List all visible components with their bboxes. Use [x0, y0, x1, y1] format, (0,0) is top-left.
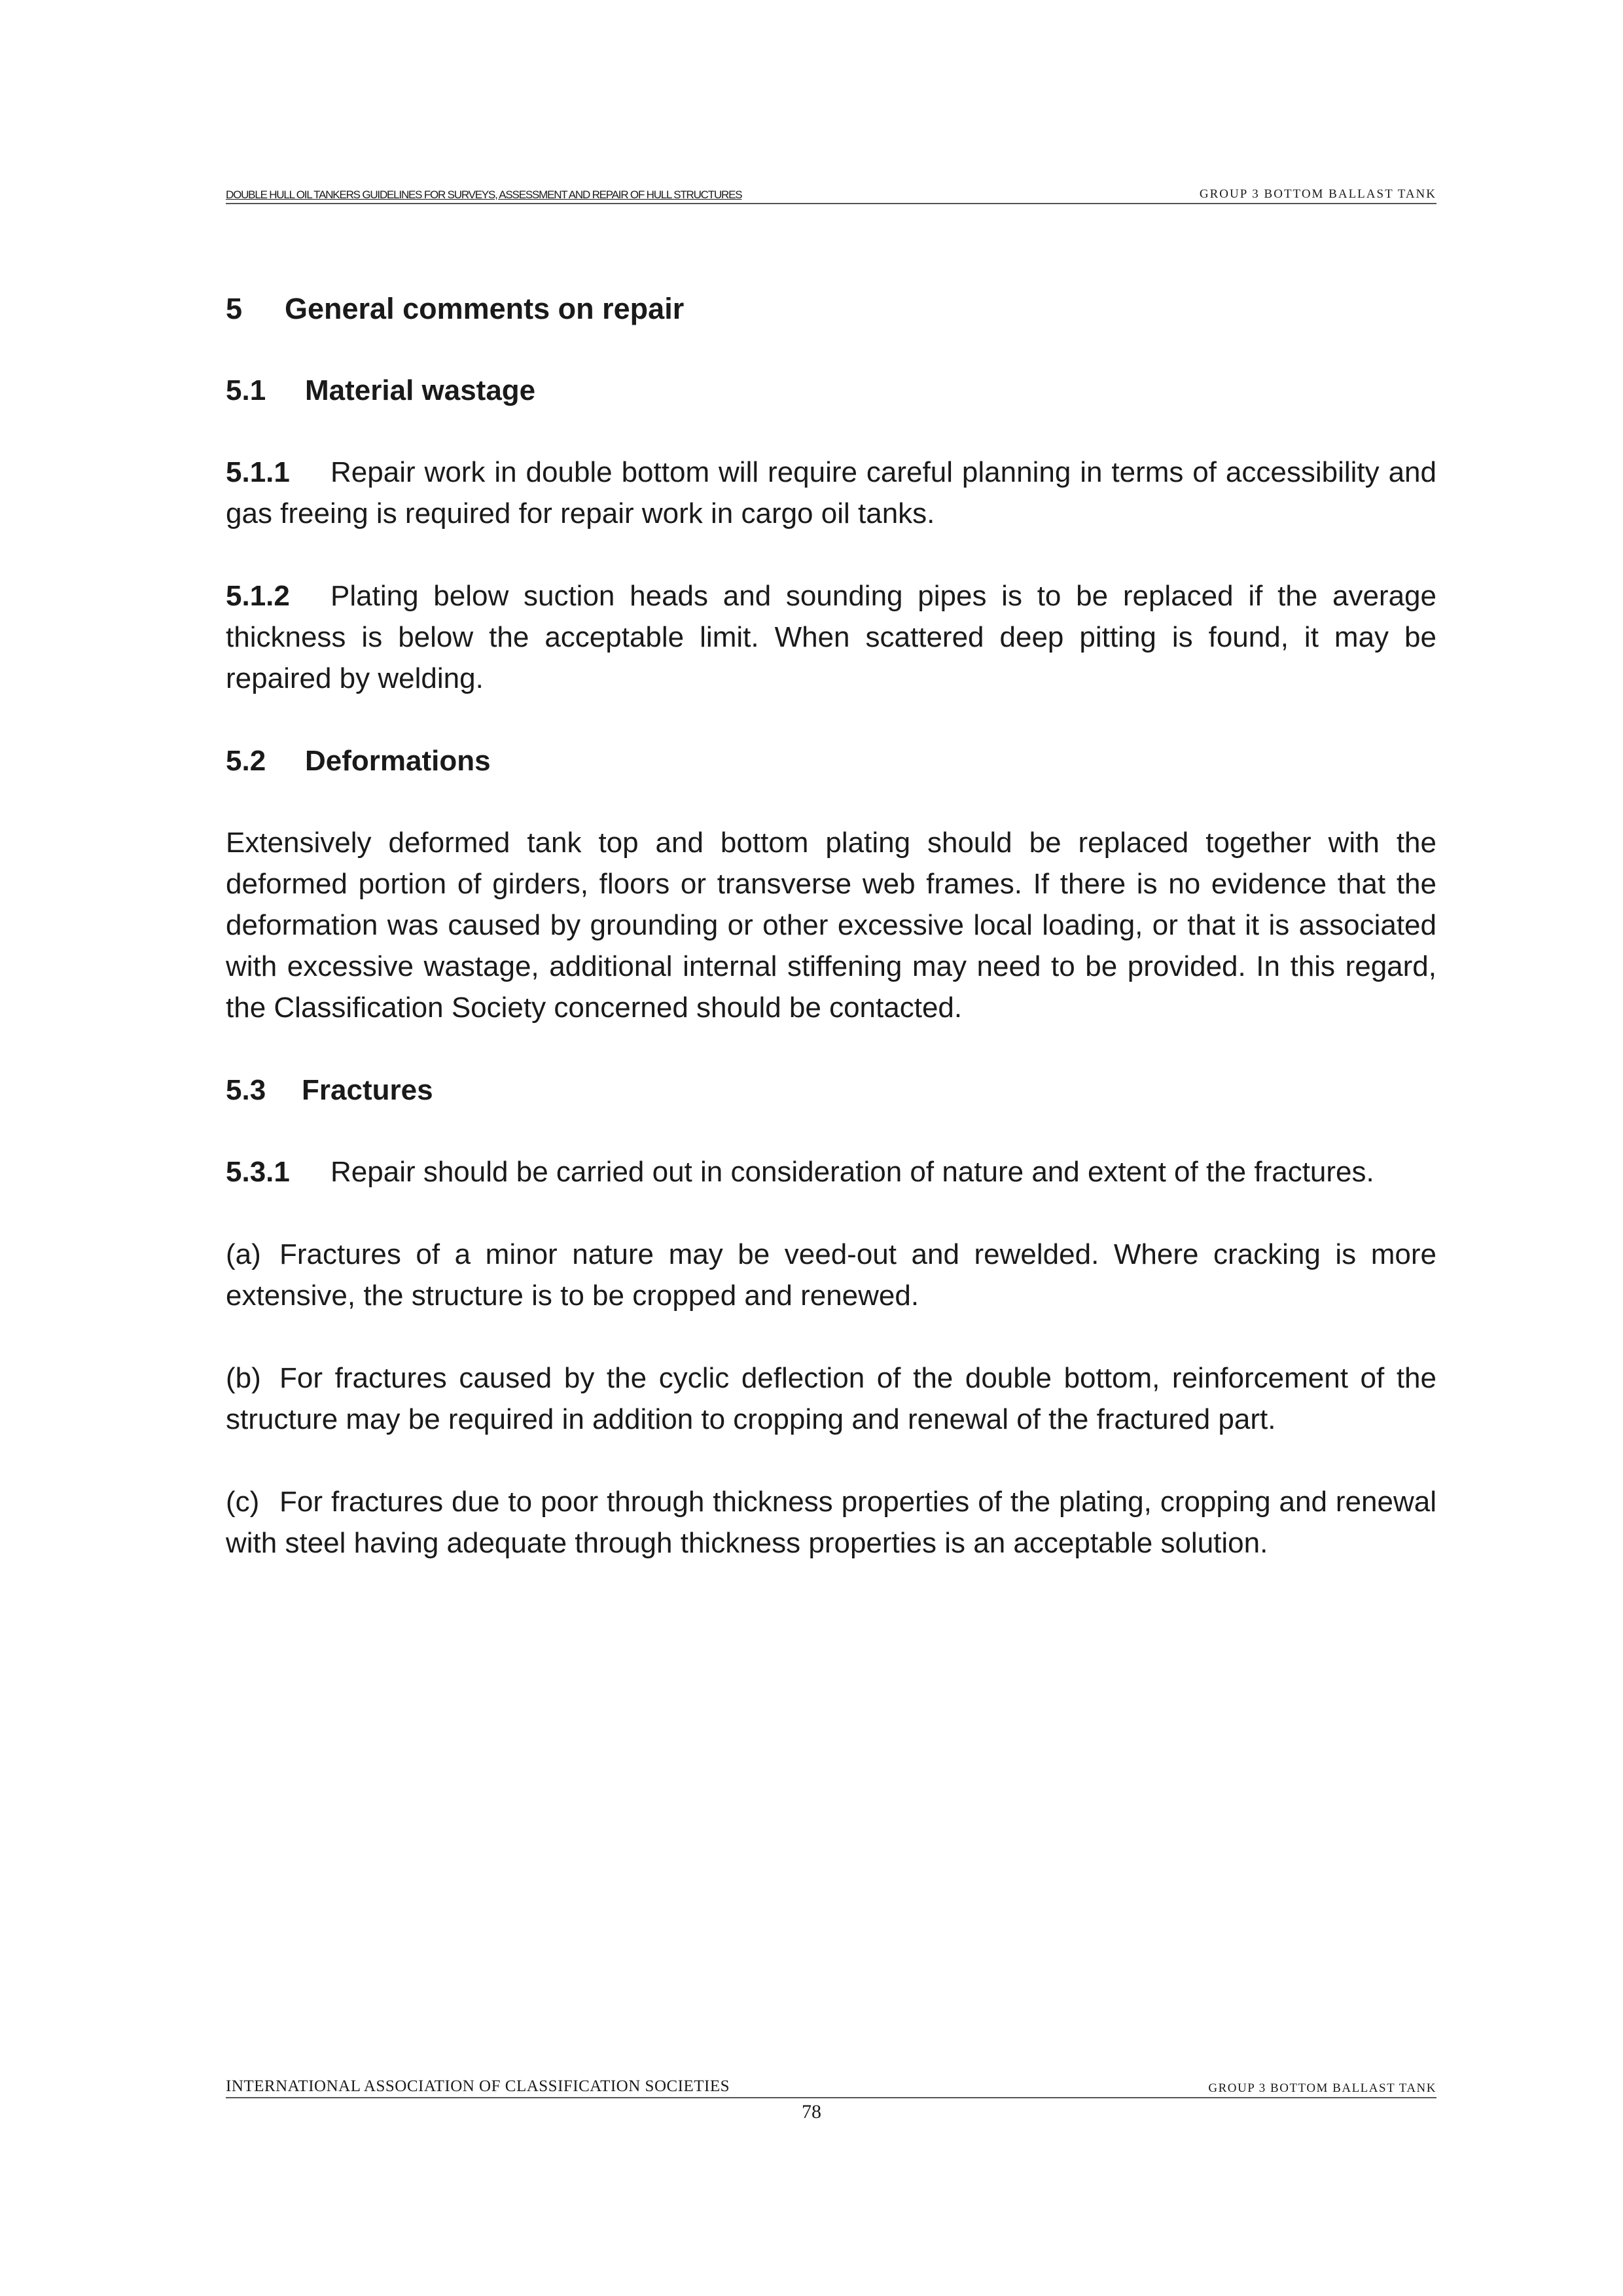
list-item-label: (c) [226, 1486, 260, 1518]
paragraph-text: Repair should be carried out in consideration of nature and extent of the fractures. [330, 1156, 1374, 1188]
paragraph-text: Plating below suction heads and sounding pipes is to be replaced if the average thickness is below the acceptable limit. When scattered deep pitting is found, it may be repaired by welding. [226, 580, 1436, 694]
section-title: Fractures [302, 1074, 433, 1106]
list-item-text: For fractures caused by the cyclic deflection of the double bottom, reinforcement of the structure may be required in addition to cropping and renewal of the fractured part. [226, 1362, 1436, 1435]
paragraph-number: 5.3.1 [226, 1156, 290, 1188]
list-item-text: For fractures due to poor through thickness properties of the plating, cropping and renewal with steel having adequate through thickness properties is an acceptable solution. [226, 1486, 1436, 1559]
header-group-title: GROUP 3 BOTTOM BALLAST TANK [1199, 187, 1436, 201]
paragraph-number: 5.1.2 [226, 580, 290, 612]
footer-group-title: GROUP 3 BOTTOM BALLAST TANK [1208, 2081, 1436, 2095]
list-item-label: (b) [226, 1362, 261, 1394]
section-number: 5.2 [226, 745, 266, 777]
section-5-3-heading [226, 1069, 1436, 1111]
section-title: General comments on repair [285, 292, 685, 325]
footer-organization: INTERNATIONAL ASSOCIATION OF CLASSIFICATION SOCIETIES [226, 2077, 730, 2095]
page-header [226, 186, 1436, 204]
list-item-a [226, 1234, 1436, 1316]
paragraph-5-2: Extensively deformed tank top and bottom plating should be replaced together with the deformed portion of girders, floors or transverse web frames. If there is no evidence that the deformation was caused by grounding or other excessive local loading, or that it is associated with excessive wastage, additional internal stiffening may need to be provided. In this regard, the Classification Society concerned should be contacted. [226, 827, 1436, 1024]
list-item-text: Fractures of a minor nature may be veed-out and rewelded. Where cracking is more extensive, the structure is to be cropped and renewed. [226, 1238, 1436, 1312]
paragraph-5-1-2 [226, 575, 1436, 699]
section-title: Deformations [305, 745, 491, 777]
paragraph-text: Repair work in double bottom will require careful planning in terms of accessibility and gas freeing is required for repair work in cargo oil tanks. [226, 456, 1436, 529]
paragraph-5-3-1 [226, 1151, 1436, 1193]
page-content [226, 288, 1436, 1605]
page-footer [226, 2077, 1436, 2098]
section-number: 5.3 [226, 1074, 266, 1106]
section-5-2-heading [226, 740, 1436, 781]
list-item-b [226, 1357, 1436, 1440]
section-5-1-heading [226, 370, 1436, 411]
paragraph-5-1-1 [226, 452, 1436, 534]
paragraph-number: 5.1.1 [226, 456, 290, 488]
list-item-c [226, 1481, 1436, 1564]
header-document-title: DOUBLE HULL OIL TANKERS GUIDELINES FOR SURVEYS, ASSESSMENT AND REPAIR OF HULL STRUCTURES [226, 188, 742, 201]
list-item-label: (a) [226, 1238, 261, 1270]
section-title: Material wastage [305, 374, 536, 406]
page-number: 78 [802, 2101, 821, 2123]
section-5-heading [226, 288, 1436, 329]
section-number: 5 [226, 292, 243, 325]
section-number: 5.1 [226, 374, 266, 406]
